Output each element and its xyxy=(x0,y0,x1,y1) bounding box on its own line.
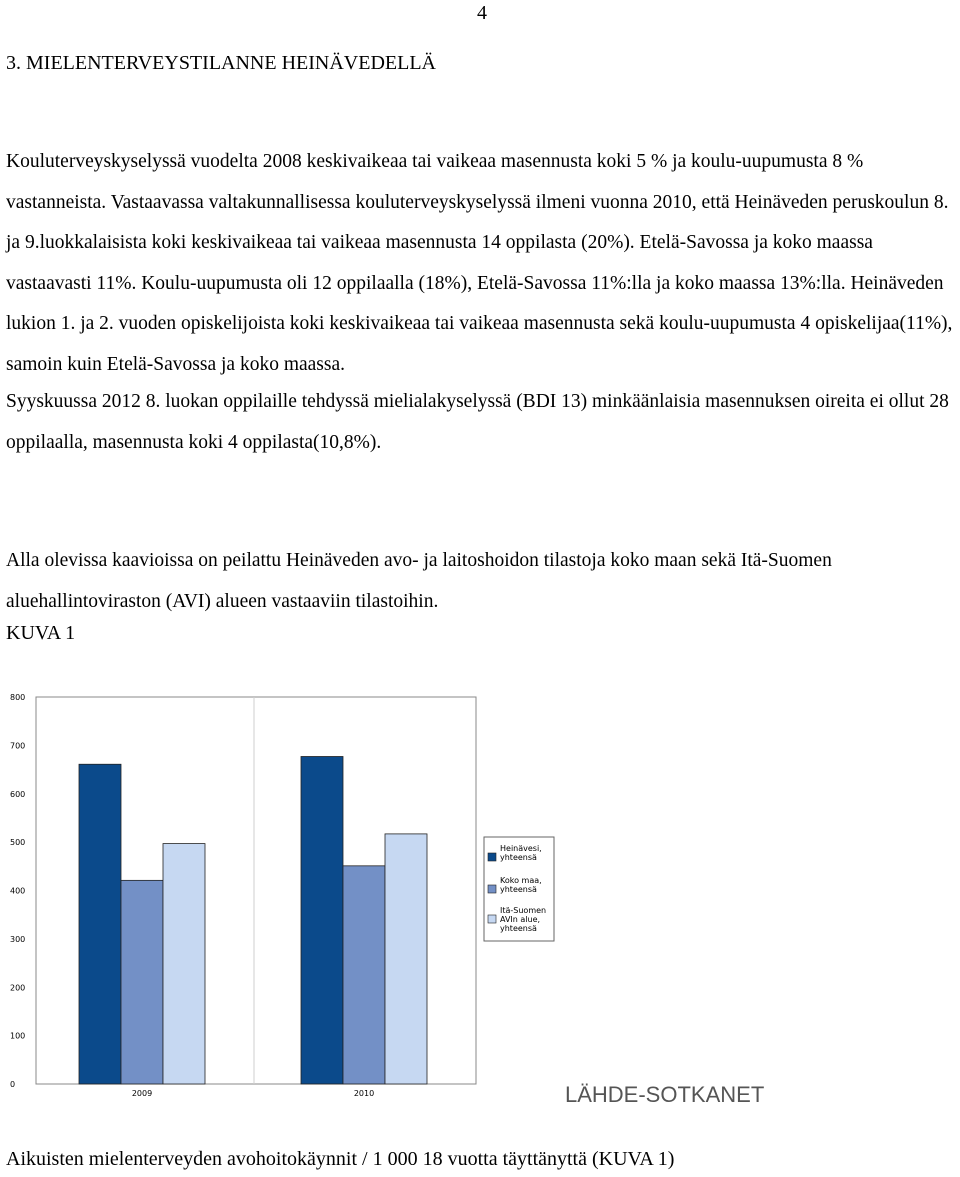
chart-container xyxy=(0,682,560,1102)
bar-chart xyxy=(0,682,560,1102)
x-tick-label: 2010 xyxy=(353,1089,375,1098)
legend-label: Itä-Suomen AVIn alue, yhteensä xyxy=(500,906,547,933)
y-tick-label: 500 xyxy=(10,838,26,848)
legend-swatch xyxy=(488,853,496,861)
bar xyxy=(79,764,121,1084)
y-tick-label: 0 xyxy=(10,1080,16,1089)
legend-swatch xyxy=(488,885,496,893)
legend-swatch xyxy=(488,915,496,923)
legend-label: Koko maa, yhteensä xyxy=(500,876,542,894)
y-tick-label: 300 xyxy=(10,934,26,944)
paragraph-chart-intro: Alla olevissa kaavioissa on peilattu Heinäveden avo- ja laitoshoidon tilastoja koko maan sekä Itä-Suomen aluehallintoviraston (AVI) alueen vastaaviin tilastoihin. xyxy=(6,550,832,612)
paragraph-mood-survey: Syyskuussa 2012 8. luokan oppilaille tehdyssä mielialakyselyssä (BDI 13) minkäänlaisia masennuksen oireita ei ollut 28 oppilaalla, masennusta koki 4 oppilasta(10,8%). xyxy=(6,391,949,453)
bar xyxy=(163,844,205,1084)
y-tick-label: 700 xyxy=(10,741,26,751)
bar xyxy=(121,880,163,1084)
y-tick-label: 600 xyxy=(10,789,26,799)
bar xyxy=(343,866,385,1084)
bar xyxy=(385,834,427,1084)
section-heading: 3. MIELENTERVEYSTILANNE HEINÄVEDELLÄ xyxy=(6,52,436,74)
bar xyxy=(301,757,343,1084)
x-tick-label: 2009 xyxy=(131,1089,153,1098)
page-number: 4 xyxy=(477,2,487,24)
y-tick-label: 100 xyxy=(10,1031,26,1041)
figure-label: KUVA 1 xyxy=(6,622,76,644)
y-tick-label: 400 xyxy=(10,886,26,896)
chart-caption: Aikuisten mielenterveyden avohoitokäynnit / 1 000 18 vuotta täyttänyttä (KUVA 1) xyxy=(6,1148,675,1170)
y-tick-label: 200 xyxy=(10,983,26,993)
paragraph-school-survey: Kouluterveyskyselyssä vuodelta 2008 keskivaikeaa tai vaikeaa masennusta koki 5 % ja koulu-uupumusta 8 % vastanneista. Vastaavassa valtakunnallisessa kouluterveyskyselyssä ilmeni vuonna 2010, että Heinäveden peruskoulun 8. ja 9.luokkalaisista koki keskivaikeaa tai vaikeaa masennusta 14 oppilasta (20%). Etelä-Savossa ja koko maassa vastaavasti 11%. Koulu-uupumusta oli 12 oppilaalla (18%), Etelä-Savossa 11%:lla ja koko maassa 13%:lla. Heinäveden lukion 1. ja 2. vuoden opiskelijoista koki keskivaikeaa tai vaikeaa masennusta sekä koulu-uupumusta 4 opiskelijaa(11%), samoin kuin Etelä-Savossa ja koko maassa. xyxy=(6,151,953,375)
legend-label: Heinävesi, yhteensä xyxy=(500,844,542,862)
source-note: LÄHDE-SOTKANET xyxy=(565,1082,765,1107)
y-tick-label: 800 xyxy=(10,693,26,702)
